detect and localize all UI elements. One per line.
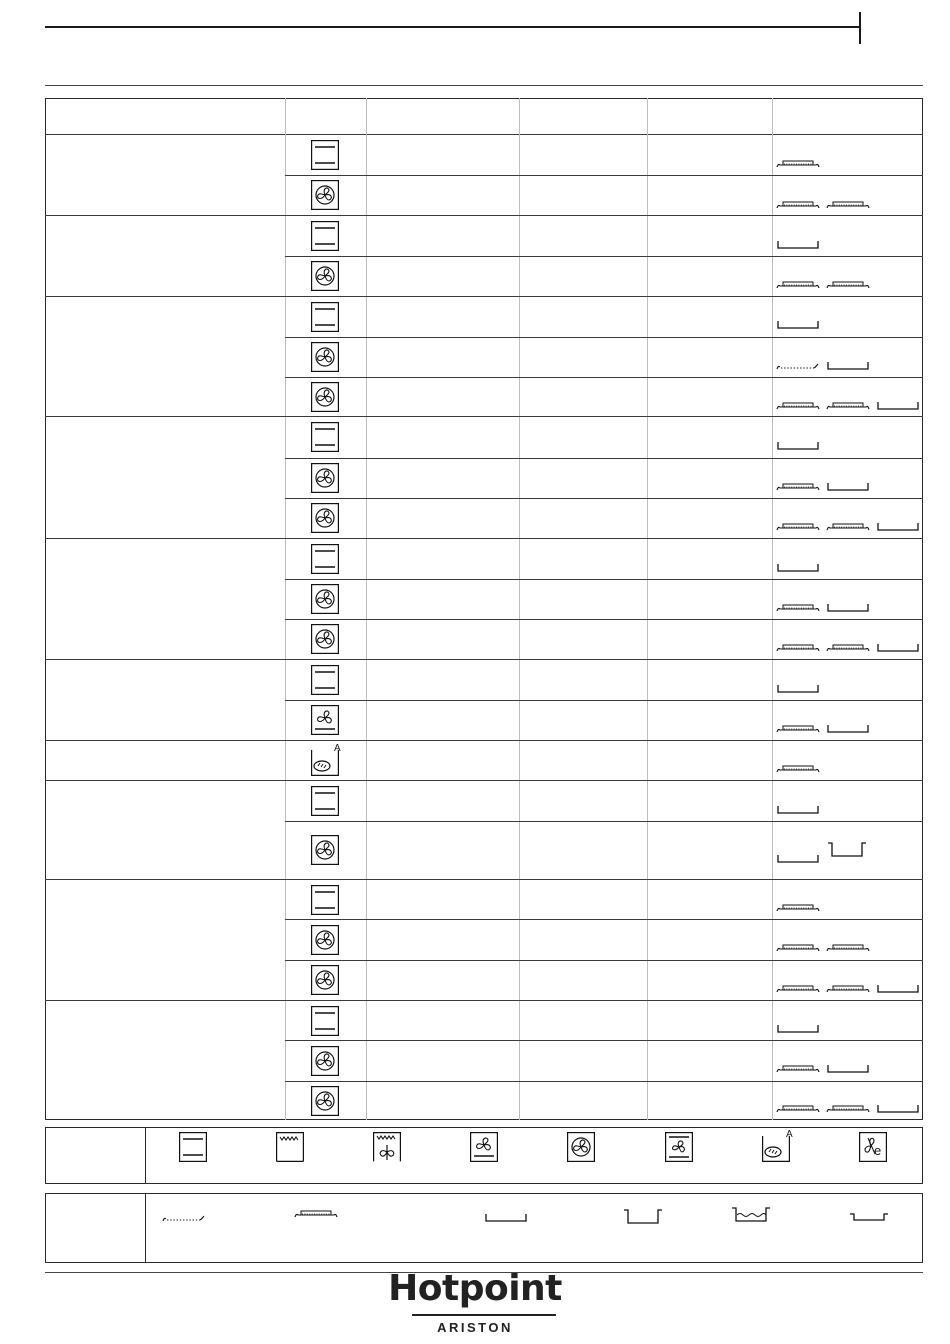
fan-icon bbox=[311, 925, 339, 955]
accessory-legend bbox=[45, 1193, 923, 1263]
rack-icon bbox=[776, 199, 820, 211]
group-sep bbox=[45, 659, 923, 660]
baking-tray-icon bbox=[876, 400, 920, 412]
row-sep bbox=[285, 498, 923, 499]
static-icon bbox=[311, 786, 339, 816]
baking-tray-icon bbox=[826, 1063, 870, 1075]
static-icon bbox=[311, 422, 339, 452]
baking-tray-icon bbox=[826, 723, 870, 735]
header-tick bbox=[859, 12, 861, 44]
rack-icon bbox=[776, 400, 820, 412]
fan-icon bbox=[311, 584, 339, 614]
fan-icon bbox=[311, 180, 339, 210]
rack-icon bbox=[294, 1208, 338, 1220]
baking-tray-icon bbox=[776, 239, 820, 251]
fan-icon bbox=[311, 1086, 339, 1116]
fan-icon bbox=[311, 624, 339, 654]
fan-bottom-icon bbox=[311, 705, 339, 735]
static-icon bbox=[311, 885, 339, 915]
turbo-grill-icon bbox=[373, 1132, 401, 1162]
grill-icon bbox=[276, 1132, 304, 1162]
rack-icon bbox=[826, 1103, 870, 1115]
rack-icon bbox=[776, 1103, 820, 1115]
drip-tray-icon bbox=[730, 1206, 774, 1224]
row-sep bbox=[285, 175, 923, 176]
rack-icon bbox=[776, 642, 820, 654]
baking-tray-icon bbox=[776, 562, 820, 574]
group-sep bbox=[45, 780, 923, 781]
rack-icon bbox=[776, 481, 820, 493]
baking-tray-icon bbox=[826, 481, 870, 493]
eco-legend-letter: e bbox=[874, 1143, 882, 1158]
row-sep bbox=[285, 458, 923, 459]
rack-icon bbox=[826, 942, 870, 954]
group-sep bbox=[45, 740, 923, 741]
fan-icon bbox=[311, 1046, 339, 1076]
rack-icon bbox=[776, 602, 820, 614]
rack-icon bbox=[776, 158, 820, 170]
shallow-tray-icon bbox=[848, 1211, 892, 1223]
static-icon bbox=[311, 140, 339, 170]
brand-logo-rule bbox=[412, 1314, 556, 1316]
baking-tray-icon bbox=[826, 602, 870, 614]
rack-icon bbox=[776, 763, 820, 775]
rack-icon bbox=[826, 521, 870, 533]
row-sep bbox=[285, 700, 923, 701]
group-sep bbox=[45, 416, 923, 417]
static-icon bbox=[311, 1006, 339, 1036]
rack-icon bbox=[826, 199, 870, 211]
col-sep-3 bbox=[519, 98, 520, 1120]
rack-icon bbox=[826, 279, 870, 291]
baking-tray-icon bbox=[484, 1212, 528, 1224]
fan-icon bbox=[311, 382, 339, 412]
static-icon bbox=[179, 1132, 207, 1162]
wire-shelf-icon bbox=[776, 360, 820, 372]
rack-icon bbox=[776, 902, 820, 914]
row-sep bbox=[285, 821, 923, 822]
function-legend-sep bbox=[145, 1127, 146, 1184]
row-sep bbox=[285, 1081, 923, 1082]
wire-shelf-icon bbox=[162, 1212, 206, 1224]
baking-tray-icon bbox=[776, 683, 820, 695]
row-sep bbox=[285, 337, 923, 338]
row-sep bbox=[285, 579, 923, 580]
fan-icon bbox=[311, 503, 339, 533]
row-sep bbox=[285, 1040, 923, 1041]
group-sep bbox=[45, 1000, 923, 1001]
fan-top-bottom-icon bbox=[665, 1132, 693, 1162]
fan-icon bbox=[311, 835, 339, 865]
row-sep bbox=[285, 960, 923, 961]
col-sep-1 bbox=[285, 98, 286, 1120]
rack-icon bbox=[776, 942, 820, 954]
fan-icon bbox=[567, 1132, 595, 1162]
rack-icon bbox=[776, 279, 820, 291]
row-sep bbox=[285, 919, 923, 920]
fan-icon bbox=[311, 261, 339, 291]
deep-pan-icon bbox=[622, 1208, 666, 1226]
col-sep-4 bbox=[647, 98, 648, 1120]
bread-function-letter: A bbox=[334, 743, 341, 754]
static-icon bbox=[311, 302, 339, 332]
header-top-rule bbox=[45, 26, 860, 28]
baking-tray-icon bbox=[876, 1103, 920, 1115]
baking-tray-icon bbox=[776, 853, 820, 865]
fan-icon bbox=[311, 463, 339, 493]
rack-icon bbox=[826, 983, 870, 995]
group-sep bbox=[45, 215, 923, 216]
group-sep bbox=[45, 879, 923, 880]
static-icon bbox=[311, 665, 339, 695]
rack-icon bbox=[776, 1063, 820, 1075]
static-icon bbox=[311, 544, 339, 574]
row-sep bbox=[285, 377, 923, 378]
baking-tray-icon bbox=[876, 521, 920, 533]
fan-icon bbox=[311, 965, 339, 995]
static-icon bbox=[311, 221, 339, 251]
brand-sub-logo: ARISTON bbox=[437, 1320, 513, 1335]
baking-tray-icon bbox=[826, 360, 870, 372]
baking-tray-icon bbox=[876, 642, 920, 654]
header-bottom-rule bbox=[45, 85, 923, 86]
eco-fan-icon bbox=[859, 1132, 887, 1162]
table-header-rule bbox=[45, 134, 923, 135]
row-sep bbox=[285, 619, 923, 620]
col-sep-5 bbox=[772, 98, 773, 1120]
baking-tray-icon bbox=[876, 983, 920, 995]
rack-icon bbox=[826, 400, 870, 412]
rack-icon bbox=[776, 723, 820, 735]
rack-icon bbox=[826, 642, 870, 654]
fan-icon bbox=[311, 342, 339, 372]
rack-icon bbox=[776, 521, 820, 533]
group-sep bbox=[45, 296, 923, 297]
fan-bottom-icon bbox=[470, 1132, 498, 1162]
baking-tray-icon bbox=[776, 319, 820, 331]
group-sep bbox=[45, 538, 923, 539]
deep-pan-icon bbox=[826, 841, 870, 859]
baking-tray-icon bbox=[776, 804, 820, 816]
col-sep-2 bbox=[366, 98, 367, 1120]
baking-tray-icon bbox=[776, 440, 820, 452]
rack-icon bbox=[776, 983, 820, 995]
brand-logo: Hotpoint bbox=[388, 1268, 562, 1309]
baking-tray-icon bbox=[776, 1023, 820, 1035]
bread-legend-letter: A bbox=[786, 1129, 793, 1140]
accessory-legend-sep bbox=[145, 1193, 146, 1263]
row-sep bbox=[285, 256, 923, 257]
